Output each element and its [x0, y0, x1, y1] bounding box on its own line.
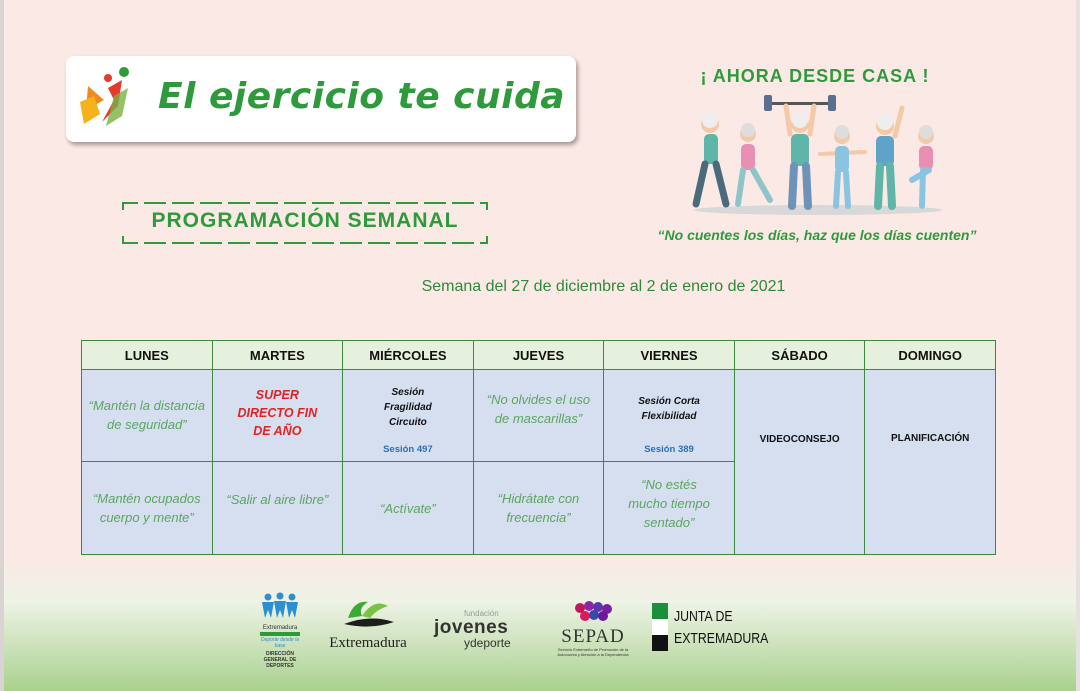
extremadura-flag-icon — [652, 603, 668, 651]
jovenes-label: jovenes — [434, 617, 509, 638]
junta-extremadura-logo — [652, 603, 782, 653]
cell-miercoles-2 — [343, 462, 474, 555]
header-domingo: DOMINGO — [865, 341, 996, 370]
title-banner — [66, 56, 576, 142]
seniors-exercising-illustration — [690, 94, 946, 216]
ahora-heading: ¡ AHORA DESDE CASA ! — [700, 66, 930, 86]
cell-miercoles-1 — [343, 370, 474, 462]
header-jueves: JUEVES — [473, 341, 604, 370]
lunes-tip-2: “Mantén ocupados cuerpo y mente” — [92, 491, 201, 525]
cell-sabado — [734, 370, 865, 555]
viernes-session-number: Sesión 389 — [644, 444, 694, 455]
martes-tip-2: “Salir al aire libre” — [226, 491, 329, 507]
table-row — [82, 370, 996, 462]
sepad-subtitle: Servicio Extremeño de Promoción de la Autonomía y Atención a la Dependencia — [557, 647, 629, 657]
miercoles-session-number: Sesión 497 — [383, 444, 433, 455]
lunes-tip-1: “Mantén la distancia de seguridad” — [88, 398, 205, 432]
sepad-logo — [552, 600, 634, 656]
dgd-tagline: Deporte desde la base — [260, 637, 300, 649]
junta-line-2: EXTREMADURA — [674, 630, 769, 647]
domingo-activity: PLANIFICACIÓN — [891, 433, 970, 444]
sepad-dots-icon — [552, 600, 634, 622]
miercoles-tip-2: “Actívate” — [380, 500, 436, 516]
right-frame-border — [1076, 0, 1080, 691]
runner-logo-icon — [78, 66, 134, 130]
dgd-logo — [256, 592, 304, 669]
header-miercoles: MIÉRCOLES — [343, 341, 474, 370]
header-viernes: VIERNES — [604, 341, 735, 370]
header-sabado: SÁBADO — [734, 341, 865, 370]
cell-jueves-2 — [473, 462, 604, 555]
dgd-name: Extremadura — [262, 625, 298, 631]
junta-line-1: JUNTA DE — [674, 608, 733, 625]
schedule-table — [81, 340, 996, 555]
people-logo-icon — [256, 592, 304, 620]
extremadura-logo — [318, 596, 418, 656]
miercoles-session-title: Sesión Fragilidad Circuito — [384, 387, 432, 428]
left-frame-border — [0, 0, 4, 691]
fundacion-label: fundación — [464, 609, 499, 618]
week-label: Semana del 27 de diciembre al 2 de enero de 2021 — [421, 278, 786, 295]
table-header-row — [82, 341, 996, 370]
cell-lunes-2 — [82, 462, 213, 555]
cell-jueves-1 — [473, 370, 604, 462]
dgd-subtitle: DIRECCIÓN GENERAL DE DEPORTES — [263, 651, 297, 669]
jueves-tip-2: “Hidrátate con frecuencia” — [497, 491, 580, 525]
dgd-bar — [260, 632, 300, 636]
extremadura-wordmark: Extremadura — [329, 635, 407, 651]
cell-martes-2 — [212, 462, 343, 555]
jueves-tip-1: “No olvides el uso de mascarillas” — [486, 392, 591, 426]
sabado-activity: VIDEOCONSEJO — [759, 434, 840, 445]
cell-lunes-1 — [82, 370, 213, 462]
viernes-tip-2: “No estés mucho tiempo sentado” — [628, 476, 710, 530]
viernes-session-title: Sesión Corta Flexibilidad — [638, 395, 700, 422]
header-lunes: LUNES — [82, 341, 213, 370]
jovenes-deporte-logo — [434, 610, 534, 650]
cell-martes-1 — [212, 370, 343, 462]
martes-event: SUPER DIRECTO FIN DE AÑO — [237, 388, 318, 438]
programacion-box — [120, 200, 490, 246]
cell-viernes-2 — [604, 462, 735, 555]
sepad-wordmark: SEPAD — [561, 626, 625, 647]
programacion-title: PROGRAMACIÓN SEMANAL — [151, 209, 459, 232]
ydeporte-label: ydeporte — [464, 636, 511, 650]
header-martes: MARTES — [212, 341, 343, 370]
cell-viernes-1 — [604, 370, 735, 462]
cell-domingo — [865, 370, 996, 555]
banner-title: El ejercicio te cuida — [158, 76, 566, 117]
motivational-quote: “No cuentes los días, haz que los días cuenten” — [657, 227, 977, 243]
extremadura-leaf-icon — [318, 596, 418, 630]
